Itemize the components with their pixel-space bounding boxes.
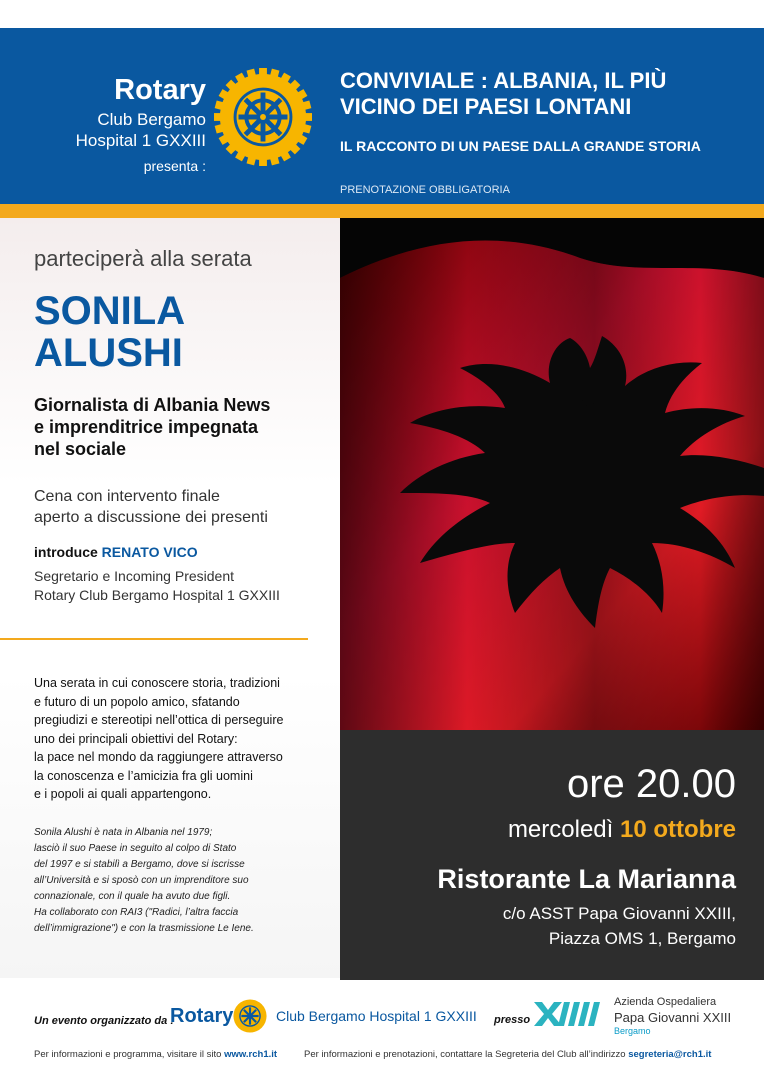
introducer-name: RENATO VICO xyxy=(101,544,198,560)
bio-line: lasciò il suo Paese in seguito al colpo di Stato xyxy=(34,843,237,854)
event-time: ore 20.00 xyxy=(566,762,736,806)
dinner-line2: aperto a discussione dei presenti xyxy=(34,509,268,526)
bio-line: connazionale, con il quale ha avuto due figli. xyxy=(34,891,231,902)
description-line: Una serata in cui conoscere storia, tradizioni xyxy=(34,676,280,690)
introducer-role xyxy=(34,567,280,605)
hospital-name-line2: Papa Giovanni XXIII xyxy=(614,1010,732,1025)
bio-line: dell’immigrazione") e con la trasmissione Le Iene. xyxy=(34,923,254,934)
event-venue: Ristorante La Marianna xyxy=(437,864,736,894)
bio-line: Sonila Alushi è nata in Albania nel 1979; xyxy=(34,827,213,838)
description-line: pregiudizi e stereotipi nell’ottica di perseguire xyxy=(34,713,284,727)
speaker-role-line3: nel sociale xyxy=(34,439,127,459)
introducer-label: introduce xyxy=(34,544,98,560)
email-link[interactable]: segreteria@rch1.it xyxy=(628,1049,712,1060)
info-website-text: Per informazioni e programma, visitare il sito xyxy=(34,1049,222,1060)
dinner-line1: Cena con intervento finale xyxy=(34,488,220,505)
footer-rotary-wordmark: Rotary xyxy=(170,1005,234,1027)
speaker-first-name: SONILA xyxy=(34,289,186,333)
albanian-flag-image xyxy=(340,218,764,730)
hospital-city: Bergamo xyxy=(614,1026,651,1036)
event-date xyxy=(340,816,736,844)
event-weekday: mercoledì xyxy=(507,816,614,843)
footer-club-name: Club Bergamo Hospital 1 GXXIII xyxy=(276,1008,477,1024)
bio-line: Ha collaborato con RAI3 ("Radici, l’altra faccia xyxy=(34,907,239,918)
club-name-line2: Hospital 1 GXXIII xyxy=(75,131,206,150)
rotary-wordmark: Rotary xyxy=(114,74,206,106)
info-website xyxy=(34,1049,277,1060)
footer-rotary-wheel-icon xyxy=(232,998,268,1034)
description-line: e i popoli ai quali appartengono. xyxy=(34,787,212,801)
speaker-role-line2: e imprenditrice impegnata xyxy=(34,417,259,437)
venue-address-line2: Piazza OMS 1, Bergamo xyxy=(548,929,736,948)
dinner-description xyxy=(34,486,268,528)
event-title xyxy=(340,68,760,120)
bio-line: del 1997 e si stabilì a Bergamo, dove si iscrisse xyxy=(34,859,245,870)
event-description xyxy=(34,674,334,804)
description-line: la conoscenza e l’amicizia fra gli uomini xyxy=(34,768,253,783)
event-day-month: 10 ottobre xyxy=(619,816,736,843)
speaker-bio xyxy=(34,825,334,937)
rotary-wheel-icon xyxy=(214,68,312,166)
event-title-line2: VICINO DEI PAESI LONTANI xyxy=(340,94,632,119)
event-title-line1: CONVIVIALE : ALBANIA, IL PIÙ xyxy=(340,68,667,93)
bio-line: all’Università e si sposò con un imprenditore suo xyxy=(34,875,249,886)
website-link[interactable]: www.rch1.it xyxy=(224,1049,278,1060)
speaker-intro: parteciperà alla serata xyxy=(34,246,252,271)
speaker-name xyxy=(34,290,185,374)
section-divider xyxy=(0,638,308,640)
organizer-label: Un evento organizzato da : xyxy=(34,1015,174,1027)
description-line: e futuro di un popolo amico, sfatando xyxy=(34,694,240,709)
info-contact xyxy=(304,1049,711,1060)
hospital-logo-icon xyxy=(534,998,604,1028)
presso-label: presso xyxy=(494,1014,531,1026)
header-divider xyxy=(0,204,764,218)
club-name-line1: Club Bergamo xyxy=(97,110,206,129)
introducer xyxy=(34,544,198,560)
speaker-role xyxy=(34,394,270,460)
introducer-role-line2: Rotary Club Bergamo Hospital 1 GXXIII xyxy=(34,587,280,603)
description-line: la pace nel mondo da raggiungere attraverso xyxy=(34,750,283,764)
speaker-role-line1: Giornalista di Albania News xyxy=(34,395,271,415)
presenta-label: presenta : xyxy=(143,158,206,174)
speaker-last-name: ALUSHI xyxy=(34,331,183,375)
info-contact-text: Per informazioni e prenotazioni, contattare la Segreteria del Club all’indirizzo xyxy=(304,1049,626,1060)
venue-address-line1: c/o ASST Papa Giovanni XXIII, xyxy=(502,904,736,923)
reservation-note: PRENOTAZIONE OBBLIGATORIA xyxy=(340,184,510,196)
hospital-name-line1: Azienda Ospedaliera xyxy=(614,996,717,1008)
description-line: uno dei principali obiettivi del Rotary: xyxy=(34,731,238,746)
event-subtitle: IL RACCONTO DI UN PAESE DALLA GRANDE STORIA xyxy=(340,138,701,154)
introducer-role-line1: Segretario e Incoming President xyxy=(34,568,234,584)
